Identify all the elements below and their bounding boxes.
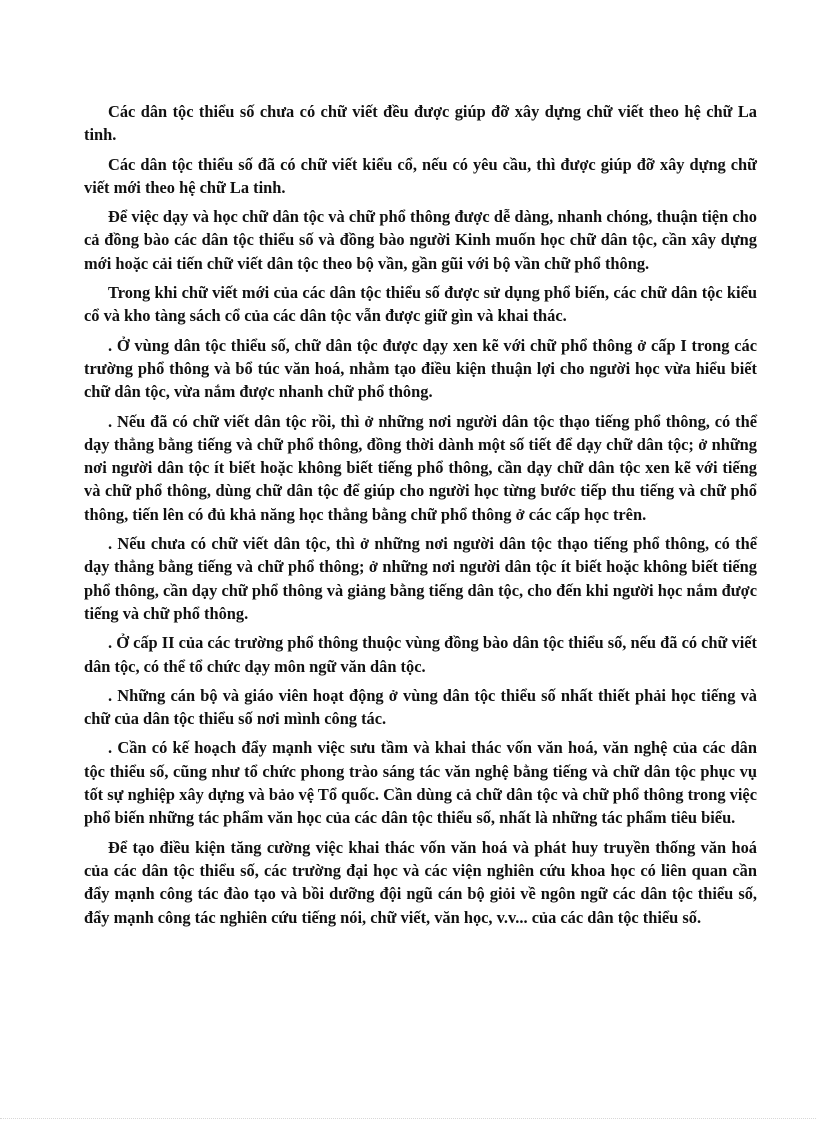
page-bottom-rule [0, 1118, 816, 1119]
paragraph-without-script: . Nếu chưa có chữ viết dân tộc, thì ở những nơi người dân tộc thạo tiếng phổ thông, có thể dạy thẳng bằng tiếng và chữ phổ thông; ở những nơi người dân tộc ít biết hoặc không biết tiếng phổ thông, cần dạy chữ phổ thông và giảng bằng tiếng dân tộc, cho đến khi người học nắm được tiếng và chữ phổ thông. [84, 534, 757, 623]
paragraph-teaching-ease: Để việc dạy và học chữ dân tộc và chữ phổ thông được dễ dàng, nhanh chóng, thuận tiện cho cả đồng bào các dân tộc thiểu số và đồng bào người Kinh muốn học chữ dân tộc, cần xây dựng mới hoặc cải tiến chữ viết dân tộc theo bộ vần, gần gũi với bộ vần chữ phổ thông. [84, 207, 757, 273]
paragraph-with-script: . Nếu đã có chữ viết dân tộc rồi, thì ở những nơi người dân tộc thạo tiếng phổ thông, có thể dạy thẳng bằng tiếng và chữ phổ thông, đồng thời dành một số tiết để dạy chữ dân tộc; ở những nơi người dân tộc ít biết hoặc không biết tiếng phổ thông, cần dạy chữ dân tộc xen kẽ với tiếng và chữ phổ thông, dùng chữ dân tộc để giúp cho người học từng bước tiếp thu tiếng và chữ phổ thông, tiến lên có đủ khả năng học thẳng bằng chữ phổ thông ở các cấp học trên. [84, 411, 757, 524]
paragraph-latin-script-old: Các dân tộc thiểu số đã có chữ viết kiểu cổ, nếu có yêu cầu, thì được giúp đỡ xây dựng chữ viết mới theo hệ chữ La tinh. [84, 154, 757, 197]
document-page [84, 100, 757, 935]
paragraph-latin-script-new: Các dân tộc thiểu số chưa có chữ viết đều được giúp đỡ xây dựng chữ viết theo hệ chữ La tinh. [84, 102, 757, 145]
paragraph-staff-learning: . Những cán bộ và giáo viên hoạt động ở vùng dân tộc thiểu số nhất thiết phải học tiếng và chữ của dân tộc thiểu số nơi mình công tác. [84, 685, 757, 729]
paragraph-cultural-collection: . Cần có kế hoạch đẩy mạnh việc sưu tầm và khai thác vốn văn hoá, văn nghệ của các dân tộc thiểu số, cũng như tổ chức phong trào sáng tác văn nghệ bằng tiếng và chữ dân tộc phục vụ tốt sự nghiệp xây dựng và bảo vệ Tổ quốc. Cần dùng cả chữ dân tộc và chữ phổ thông trong việc phổ biến những tác phẩm văn học của các dân tộc thiểu số, nhất là những tác phẩm tiêu biểu. [84, 738, 757, 828]
paragraph-level-one: . Ở vùng dân tộc thiểu số, chữ dân tộc được dạy xen kẽ với chữ phổ thông ở cấp I trong các trường phổ thông và bổ túc văn hoá, nhằm tạo điều kiện thuận lợi cho người học vừa hiểu biết chữ dân tộc, vừa nắm được nhanh chữ phổ thông. [84, 335, 757, 402]
paragraph-ancient-scripts: Trong khi chữ viết mới của các dân tộc thiểu số được sử dụng phổ biến, các chữ dân tộc kiểu cổ và kho tàng sách cổ của các dân tộc vẫn được giữ gìn và khai thác. [84, 283, 757, 326]
paragraph-level-two: . Ở cấp II của các trường phổ thông thuộc vùng đồng bào dân tộc thiểu số, nếu đã có chữ viết dân tộc, có thể tổ chức dạy môn ngữ văn dân tộc. [84, 633, 757, 676]
paragraph-research-training: Để tạo điều kiện tăng cường việc khai thác vốn văn hoá và phát huy truyền thống văn hoá của các dân tộc thiểu số, các trường đại học và các viện nghiên cứu khoa học có liên quan cần đẩy mạnh công tác đào tạo và bồi dưỡng đội ngũ cán bộ giỏi về ngôn ngữ các dân tộc thiểu số, đẩy mạnh công tác nghiên cứu tiếng nói, chữ viết, văn học, v.v... của các dân tộc thiểu số. [84, 837, 757, 927]
